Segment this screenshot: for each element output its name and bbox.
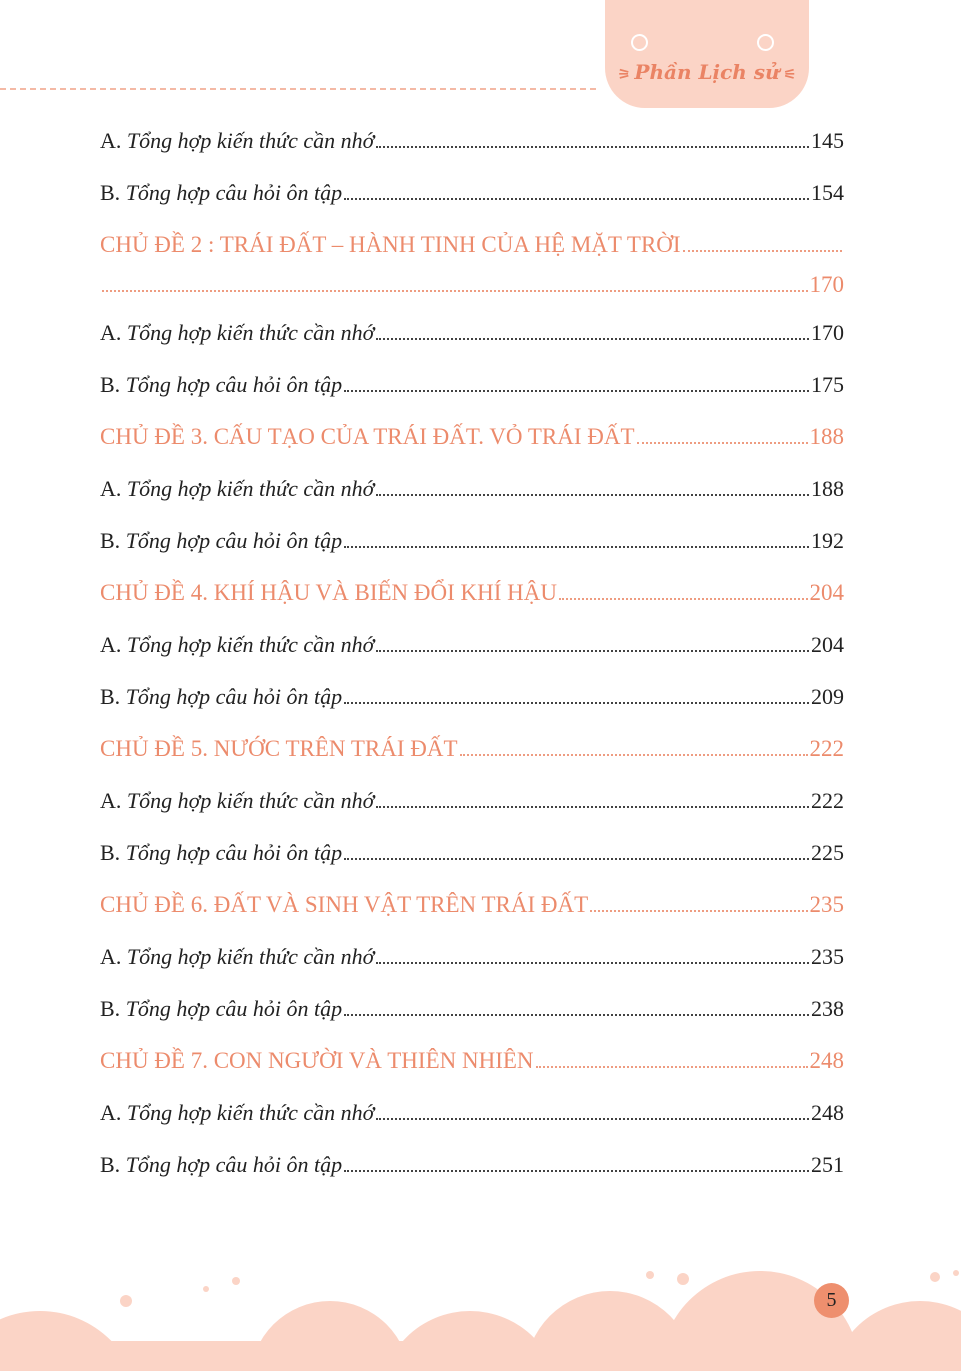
toc-subsection-letter: A. [100, 128, 122, 153]
toc-leader-dots [376, 494, 809, 496]
toc-page-number: 188 [811, 476, 844, 501]
toc-subsection-letter: B. [100, 372, 121, 397]
toc-chapter-title: CHỦ ĐỀ 7. CON NGƯỜI VÀ THIÊN NHIÊN [100, 1048, 534, 1073]
toc-leader-dots [376, 962, 809, 964]
toc-subsection-row[interactable] [100, 110, 844, 162]
toc-subsection-text: Tổng hợp câu hỏi ôn tập [125, 528, 343, 553]
section-tab-label: ⚞ Phần Lịch sử ⚟ [617, 60, 797, 84]
toc-page-number: 251 [811, 1152, 844, 1177]
toc-leader-dots [376, 806, 809, 808]
toc-subsection-row[interactable] [100, 770, 844, 822]
toc-leader-dots [376, 650, 809, 652]
toc-subsection-row[interactable] [100, 1134, 844, 1186]
toc-subsection-text: Tổng hợp kiến thức cần nhớ [126, 128, 375, 153]
toc-subsection-row[interactable] [100, 614, 844, 666]
toc-subsection-letter: A. [100, 476, 122, 501]
toc-subsection-letter: B. [100, 180, 121, 205]
toc-subsection-title [100, 320, 374, 346]
toc-page-number: 204 [809, 580, 844, 605]
toc-leader-dots [460, 754, 808, 756]
toc-subsection-text: Tổng hợp kiến thức cần nhớ [126, 1100, 375, 1125]
footer-cloud-decoration [0, 1261, 961, 1371]
toc-leader-dots [536, 1066, 808, 1068]
toc-leader-dots [376, 1118, 809, 1120]
tab-hole-right [757, 34, 774, 51]
top-dashed-divider [0, 88, 596, 90]
toc-chapter-row[interactable] [100, 1030, 844, 1082]
toc-subsection-row[interactable] [100, 302, 844, 354]
toc-subsection-letter: A. [100, 632, 122, 657]
toc-subsection-text: Tổng hợp câu hỏi ôn tập [125, 372, 343, 397]
toc-subsection-letter: A. [100, 1100, 122, 1125]
toc-chapter-title: CHỦ ĐỀ 6. ĐẤT VÀ SINH VẬT TRÊN TRÁI ĐẤT [100, 892, 589, 917]
toc-subsection-title [100, 632, 374, 658]
toc-leader-dots [559, 598, 808, 600]
toc-chapter-row[interactable] [100, 406, 844, 458]
toc-subsection-row[interactable] [100, 822, 844, 874]
toc-chapter-row-continued[interactable] [100, 266, 844, 302]
toc-subsection-letter: A. [100, 788, 122, 813]
toc-subsection-text: Tổng hợp câu hỏi ôn tập [125, 996, 343, 1021]
toc-subsection-text: Tổng hợp kiến thức cần nhớ [126, 944, 375, 969]
toc-page-number: 170 [811, 320, 844, 345]
toc-subsection-text: Tổng hợp kiến thức cần nhớ [126, 476, 375, 501]
tab-hole-left [631, 34, 648, 51]
toc-chapter-title: CHỦ ĐỀ 5. NƯỚC TRÊN TRÁI ĐẤT [100, 736, 458, 761]
toc-page-number: 145 [811, 128, 844, 153]
toc-subsection-row[interactable] [100, 162, 844, 214]
page-number-badge: 5 [814, 1283, 849, 1318]
toc-chapter-title: CHỦ ĐỀ 2 : TRÁI ĐẤT – HÀNH TINH CỦA HỆ MẶT TRỜI [100, 232, 681, 257]
toc-subsection-row[interactable] [100, 510, 844, 562]
toc-chapter-row[interactable] [100, 874, 844, 926]
toc-page-number: 154 [811, 180, 844, 205]
toc-subsection-title [100, 996, 342, 1022]
toc-subsection-title [100, 128, 374, 154]
toc-leader-dots [344, 546, 809, 548]
toc-page-number: 192 [811, 528, 844, 553]
toc-leader-dots [344, 702, 809, 704]
toc-chapter-title: CHỦ ĐỀ 4. KHÍ HẬU VÀ BIẾN ĐỔI KHÍ HẬU [100, 580, 557, 605]
toc-subsection-text: Tổng hợp kiến thức cần nhớ [126, 788, 375, 813]
toc-page-number: 235 [809, 892, 844, 917]
toc-page-number: 235 [811, 944, 844, 969]
toc-subsection-text: Tổng hợp kiến thức cần nhớ [126, 632, 375, 657]
toc-page-number: 238 [811, 996, 844, 1021]
toc-subsection-text: Tổng hợp câu hỏi ôn tập [125, 840, 343, 865]
toc-leader-dots [344, 858, 809, 860]
toc-subsection-text: Tổng hợp câu hỏi ôn tập [125, 1152, 343, 1177]
toc-leader-dots [102, 290, 808, 292]
table-of-contents [100, 110, 844, 1186]
toc-leader-dots [376, 338, 809, 340]
toc-subsection-row[interactable] [100, 666, 844, 718]
toc-page-number: 175 [811, 372, 844, 397]
toc-subsection-title [100, 944, 374, 970]
toc-subsection-text: Tổng hợp câu hỏi ôn tập [125, 180, 343, 205]
toc-subsection-title [100, 1152, 342, 1178]
toc-subsection-title [100, 1100, 374, 1126]
toc-chapter-title: CHỦ ĐỀ 3. CẤU TẠO CỦA TRÁI ĐẤT. VỎ TRÁI ĐẤT [100, 424, 635, 449]
toc-leader-dots [590, 910, 807, 912]
toc-chapter-row[interactable] [100, 214, 844, 266]
toc-subsection-letter: B. [100, 528, 121, 553]
toc-page-number: 248 [809, 1048, 844, 1073]
sparkle-icon: ⚟ [783, 67, 797, 83]
section-tab [605, 0, 809, 108]
toc-subsection-row[interactable] [100, 458, 844, 510]
toc-page-number: 204 [811, 632, 844, 657]
toc-chapter-row[interactable] [100, 562, 844, 614]
toc-subsection-row[interactable] [100, 978, 844, 1030]
toc-subsection-title [100, 372, 342, 398]
toc-subsection-title [100, 788, 374, 814]
toc-subsection-text: Tổng hợp kiến thức cần nhớ [126, 320, 375, 345]
toc-subsection-letter: B. [100, 684, 121, 709]
toc-subsection-letter: B. [100, 840, 121, 865]
toc-page-number: 248 [811, 1100, 844, 1125]
toc-leader-dots [344, 198, 809, 200]
toc-subsection-title [100, 684, 342, 710]
toc-subsection-title [100, 180, 342, 206]
toc-leader-dots [637, 442, 808, 444]
toc-leader-dots [376, 146, 809, 148]
toc-page-number: 209 [811, 684, 844, 709]
toc-leader-dots [683, 250, 842, 252]
toc-subsection-row[interactable] [100, 354, 844, 406]
toc-leader-dots [344, 1014, 809, 1016]
toc-subsection-row[interactable] [100, 926, 844, 978]
toc-page-number: 225 [811, 840, 844, 865]
toc-subsection-title [100, 840, 342, 866]
toc-subsection-row[interactable] [100, 1082, 844, 1134]
toc-page-number: 170 [809, 272, 844, 297]
toc-subsection-letter: A. [100, 944, 122, 969]
toc-subsection-title [100, 528, 342, 554]
toc-leader-dots [344, 1170, 809, 1172]
toc-subsection-title [100, 476, 374, 502]
toc-chapter-row[interactable] [100, 718, 844, 770]
sparkle-icon: ⚞ [617, 67, 631, 83]
toc-subsection-letter: A. [100, 320, 122, 345]
toc-leader-dots [344, 390, 809, 392]
toc-page-number: 222 [811, 788, 844, 813]
toc-subsection-text: Tổng hợp câu hỏi ôn tập [125, 684, 343, 709]
toc-page-number: 222 [809, 736, 844, 761]
toc-subsection-letter: B. [100, 996, 121, 1021]
toc-subsection-letter: B. [100, 1152, 121, 1177]
toc-page-number: 188 [809, 424, 844, 449]
